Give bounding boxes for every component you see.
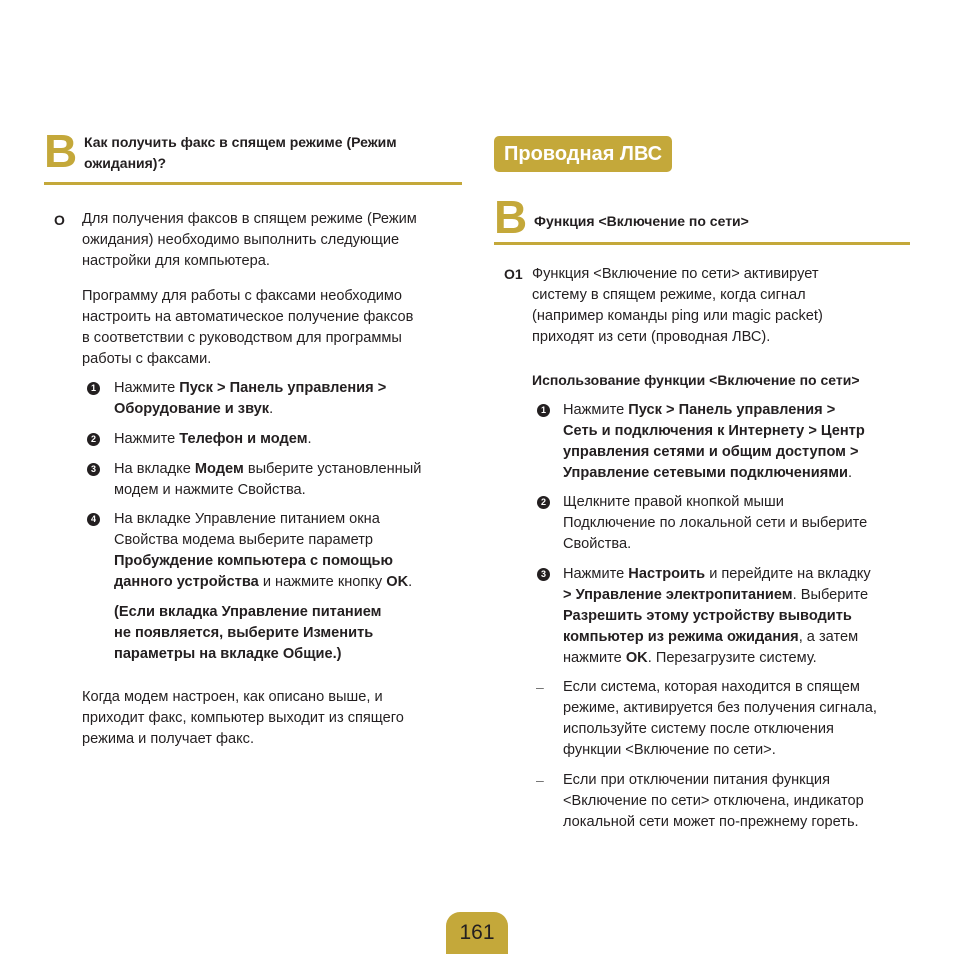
dash-bullet-2: – — [536, 772, 544, 788]
answer-intro-right: Функция <Включение по сети> активирует систему в спящем режиме, когда сигнал (например команды ping или magic packet) приходят из сети (проводная ЛВС). — [532, 266, 823, 345]
bullet-1: Если система, которая находится в спящем режиме, активируется без получения сигнала, используйте систему после отключения функции <Включение по сети>. — [563, 679, 877, 758]
step-number-1: 1 — [87, 382, 100, 395]
dash-bullet-1: – — [536, 679, 544, 695]
step-number-2: 2 — [87, 433, 100, 446]
step-3: На вкладке Модем выберите установленный модем и нажмите Свойства. — [114, 461, 422, 498]
question-letter-right: B — [494, 191, 528, 243]
question-header — [44, 125, 462, 185]
step-number-2-right: 2 — [537, 496, 550, 509]
step-4: На вкладке Управление питанием окна Свойства модема выберите параметр Пробуждение компьютера с помощью данного устройства и нажмите кнопку OK. — [114, 511, 413, 590]
step-number-3-right: 3 — [537, 568, 550, 581]
answer-label: O — [54, 212, 65, 228]
step-number-3: 3 — [87, 463, 100, 476]
step-number-1-right: 1 — [537, 404, 550, 417]
step-number-4: 4 — [87, 513, 100, 526]
usage-heading: Использование функции <Включение по сети> — [532, 372, 860, 388]
step-1-right: Нажмите Пуск > Панель управления > Сеть и подключения к Интернету > Центр управления сетями и общим доступом > Управление сетевыми подключениями. — [563, 402, 865, 481]
question-header-right — [494, 191, 910, 245]
answer-intro: Для получения факсов в спящем режиме (Режим ожидания) необходимо выполнить следующие настройки для компьютера. — [82, 211, 417, 269]
step-2: Нажмите Телефон и модем. — [114, 431, 312, 447]
page-number: 161 — [446, 912, 508, 954]
question-title-right: Функция <Включение по сети> — [534, 213, 749, 229]
answer-paragraph: Программу для работы с факсами необходимо настроить на автоматическое получение факсов в соответствии с руководством для программы работы с факсами. — [82, 288, 414, 367]
bullet-2: Если при отключении питания функция <Включение по сети> отключена, индикатор локальной сети может по-прежнему гореть. — [563, 772, 864, 830]
section-title: Проводная ЛВС — [494, 136, 672, 172]
step-1: Нажмите Пуск > Панель управления > Оборудование и звук. — [114, 380, 387, 417]
answer-label-right: O1 — [504, 266, 523, 282]
closing-paragraph: Когда модем настроен, как описано выше, и приходит факс, компьютер выходит из спящего режима и получает факс. — [82, 689, 404, 747]
step-2-right: Щелкните правой кнопкой мыши Подключение по локальной сети и выберите Свойства. — [563, 494, 868, 552]
question-letter: B — [44, 125, 78, 177]
step-3-right: Нажмите Настроить и перейдите на вкладку > Управление электропитанием. Выберите Разрешить этому устройству выводить компьютер из режима ожидания, а затем нажмите OK. Перезагрузите систему. — [563, 566, 871, 666]
note: (Если вкладка Управление питанием не появляется, выберите Изменить параметры на вкладке Общие.) — [114, 604, 382, 662]
question-title: Как получить факс в спящем режиме (Режим ожидания)? — [84, 134, 397, 171]
